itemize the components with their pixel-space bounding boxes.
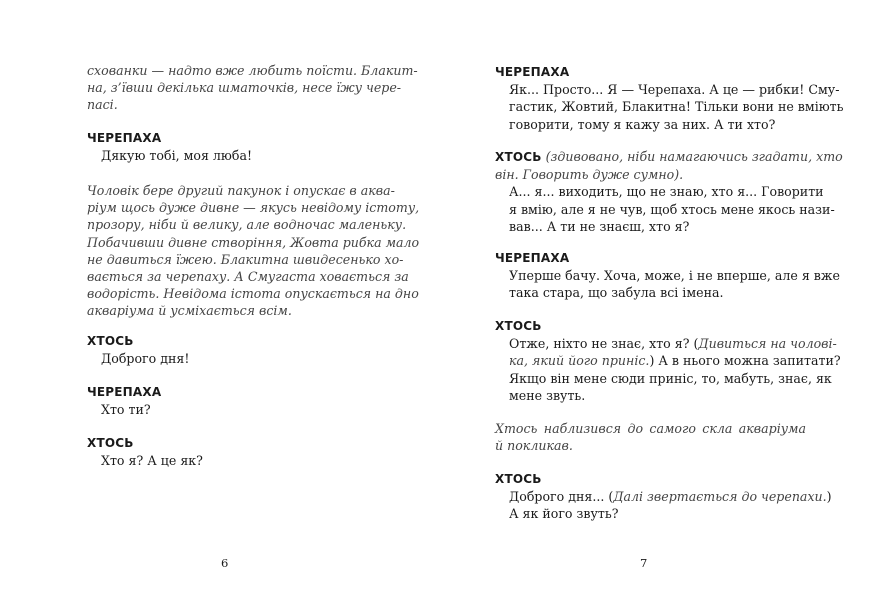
dialogue-line: Якщо він мене сюди приніс, то, мабуть, знає, як <box>509 370 832 386</box>
text-line: вається за черепаху. А Смугаста ховається за <box>87 269 409 285</box>
right-page <box>435 0 870 600</box>
text-line: прозору, ніби й велику, але водночас маленьку. <box>87 217 407 233</box>
text-span: Доброго дня... ( <box>509 489 614 505</box>
dialogue-cue <box>495 471 832 523</box>
speaker-name: ХТОСЬ <box>495 472 542 486</box>
dialogue-cue <box>495 64 844 133</box>
speaker-name: ХТОСЬ <box>495 319 542 333</box>
text-span: Отже, ніхто не знає, хто я? ( <box>509 336 699 352</box>
text-span: ) А в нього можна запитати? <box>649 353 841 369</box>
dialogue-line: Як... Просто... Я — Черепаха. А це — рибки! Сму- <box>509 82 840 98</box>
dialogue-line: Хто я? А це як? <box>101 453 203 469</box>
speaker-line <box>495 148 843 166</box>
stage-direction: ка, який його приніс. <box>509 353 650 369</box>
text-span: ) <box>826 489 832 505</box>
dialogue-line: А як його звуть? <box>509 506 619 522</box>
text-line: схованки — надто вже любить поїсти. Блакит- <box>87 63 418 78</box>
dialogue-line: А... я... виходить, що не знаю, хто я... Говорити <box>509 184 824 200</box>
dialogue-line: мене звуть. <box>509 387 586 403</box>
text-line: пасі. <box>87 97 118 113</box>
text-line: не давиться їжею. Блакитна швидесенько хо- <box>87 251 404 267</box>
dialogue-line: Доброго дня! <box>101 351 190 367</box>
text-line: Хтось наблизився до самого скла акваріума <box>495 421 806 436</box>
stage-direction <box>87 62 418 114</box>
dialogue-line: гастик, Жовтий, Блакитна! Тільки вони не вміють <box>509 99 844 115</box>
text-line: ріум щось дуже дивне — якусь невідому істоту, <box>87 200 420 216</box>
dialogue-line <box>509 488 832 505</box>
text-line: на, з’ївши декілька шматочків, несе їжу чере- <box>87 80 402 96</box>
dialogue-line: я вмію, але я не чув, щоб хтось мене якось нази- <box>509 201 835 217</box>
stage-direction: (здивовано, ніби намагаючись згадати, хто <box>545 149 843 164</box>
page-number: 6 <box>221 556 229 570</box>
dialogue-line <box>509 335 837 352</box>
text-line: акваріума й усміхається всім. <box>87 303 292 319</box>
dialogue-cue <box>87 435 373 469</box>
text-line: Побачивши дивне створіння, Жовта рибка мало <box>87 234 420 250</box>
dialogue-cue <box>495 318 841 404</box>
speaker-name: ХТОСЬ <box>87 436 134 450</box>
stage-direction <box>87 182 420 320</box>
dialogue-line: говорити, тому я кажу за них. А ти хто? <box>509 116 776 132</box>
speaker-name: ХТОСЬ <box>87 334 134 348</box>
speaker-name: ЧЕРЕПАХА <box>87 385 162 399</box>
dialogue-cue <box>87 130 373 164</box>
dialogue-line: Хто ти? <box>101 402 151 418</box>
dialogue-line: Уперше бачу. Хоча, може, і не вперше, але я вже <box>509 268 840 284</box>
dialogue-line: така стара, що забула всі імена. <box>509 285 724 301</box>
text-line: Чоловік бере другий пакунок і опускає в аква- <box>87 183 395 198</box>
speaker-name: ЧЕРЕПАХА <box>87 131 162 145</box>
stage-direction: він. Говорить дуже сумно). <box>495 167 684 183</box>
dialogue-cue <box>87 333 373 367</box>
stage-direction <box>495 420 806 454</box>
stage-direction: Далі звертається до черепахи. <box>613 489 827 505</box>
page-number: 7 <box>640 556 648 570</box>
dialogue-line <box>509 352 841 369</box>
dialogue-cue <box>495 148 843 235</box>
speaker-name: ХТОСЬ <box>495 150 542 164</box>
text-line: й покликав. <box>495 438 573 454</box>
stage-direction: Дивиться на чолові- <box>698 336 837 352</box>
dialogue-cue <box>87 384 373 418</box>
speaker-name: ЧЕРЕПАХА <box>495 251 570 265</box>
dialogue-line: вав... А ти не знаєш, хто я? <box>509 218 690 234</box>
text-line: водорість. Невідома істота опускається на дно <box>87 286 419 302</box>
dialogue-cue <box>495 250 840 302</box>
dialogue-line: Дякую тобі, моя люба! <box>101 148 253 164</box>
speaker-name: ЧЕРЕПАХА <box>495 65 570 79</box>
